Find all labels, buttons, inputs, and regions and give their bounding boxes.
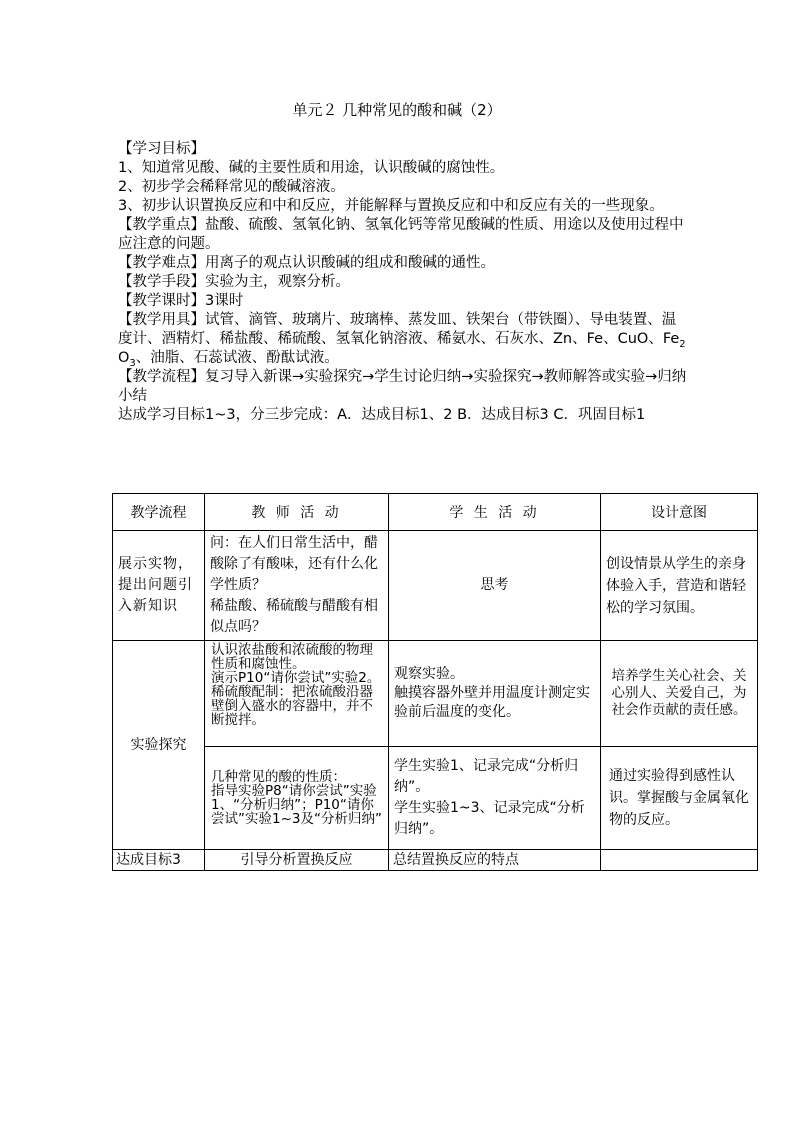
tools-sub-1: 2 bbox=[679, 338, 686, 350]
tools-mid: O bbox=[118, 350, 130, 366]
cell-intent bbox=[601, 641, 758, 747]
objective-item-1: 1、知道常见酸、碱的主要性质和用途，认识酸碱的腐蚀性。 bbox=[118, 160, 505, 176]
cell-student bbox=[389, 850, 601, 871]
key-points-label: 【教学重点】 bbox=[118, 217, 205, 233]
header-student: 学 生 活 动 bbox=[389, 494, 601, 531]
hours bbox=[118, 292, 688, 311]
header-teacher: 教 师 活 动 bbox=[205, 494, 389, 531]
table-header-row bbox=[113, 494, 758, 531]
intent-text: 培养学生关心社会、关心别人、关爱自己，为社会作贡献的责任感。 bbox=[611, 668, 747, 718]
objective-item-3: 3、初步认识置换反应和中和反应，并能解释与置换反应和中和反应有关的一些现象。 bbox=[118, 198, 664, 214]
hours-text: 3课时 bbox=[205, 293, 244, 309]
tools-sub-2: 3 bbox=[129, 357, 136, 369]
process-label: 【教学流程】 bbox=[118, 369, 205, 385]
key-points-text: 盐酸、硫酸、氢氧化钠、氢氧化钙等常见酸碱的性质、用途以及使用过程中应注意的问题。 bbox=[118, 217, 684, 252]
process-text: 实验探究 bbox=[130, 736, 187, 753]
student-text-b: 学生实验1~3、记录完成“分析归纳”。 bbox=[394, 800, 585, 837]
difficulty-label: 【教学难点】 bbox=[118, 255, 205, 271]
cell-intent bbox=[601, 850, 758, 871]
intent-text: 创设情景从学生的亲身体验入手，营造和谐轻松的学习氛围。 bbox=[606, 555, 746, 616]
cell-student bbox=[389, 747, 601, 850]
difficulty-text: 用离子的观点认识酸碱的组成和酸碱的通性。 bbox=[205, 255, 495, 271]
header-process: 教学流程 bbox=[113, 494, 205, 531]
table-row bbox=[113, 747, 758, 850]
process bbox=[118, 368, 688, 406]
process-text: 展示实物，提出问题引入新知识 bbox=[118, 556, 193, 614]
student-text: 观察实验。 触摸容器外壁并用温度计测定实验前后温度的变化。 bbox=[394, 666, 590, 720]
hours-label: 【教学课时】 bbox=[118, 293, 205, 309]
means-text: 实验为主，观察分析。 bbox=[205, 274, 350, 290]
lesson-intro bbox=[118, 140, 688, 425]
tools bbox=[118, 311, 688, 368]
process-text: 复习导入新课→实验探究→学生讨论归纳→实验探究→教师解答或实验→归纳小结 bbox=[118, 369, 687, 404]
cell-process bbox=[113, 531, 205, 641]
page-title: 单元２ 几种常见的酸和碱（2） bbox=[292, 101, 502, 119]
means bbox=[118, 273, 688, 292]
cell-teacher bbox=[205, 531, 389, 641]
tools-text: 试管、滴管、玻璃片、玻璃棒、蒸发皿、铁架台（带铁圈）、导电装置、温度计、酒精灯、稀盐酸、稀硫酸、氢氧化钠溶液、稀氨水、石灰水、Zn、Fe、CuO、Fe bbox=[118, 312, 680, 347]
teacher-text: 引导分析置换反应 bbox=[240, 851, 353, 868]
cell-teacher bbox=[205, 747, 389, 850]
teacher-text: 问：在人们日常生活中，醋酸除了有酸味，还有什么化学性质？ 稀盐酸、稀硫酸与醋酸有相似点吗？ bbox=[210, 535, 378, 635]
cell-student bbox=[389, 531, 601, 641]
student-text: 思考 bbox=[480, 577, 509, 593]
teacher-text: 认识浓盐酸和浓硫酸的物理性质和腐蚀性。 演示P10“请你尝试”实验2。 稀硫酸配制：把浓硫酸沿器壁倒入盛水的容器中，并不断搅拌。 bbox=[211, 642, 381, 728]
cell-process bbox=[113, 641, 205, 850]
cell-student bbox=[389, 641, 601, 747]
tools-label: 【教学用具】 bbox=[118, 312, 205, 328]
cell-teacher bbox=[205, 850, 389, 871]
table-row bbox=[113, 531, 758, 641]
cell-intent bbox=[601, 531, 758, 641]
key-points bbox=[118, 216, 688, 254]
objectives-heading: 【学习目标】 bbox=[118, 141, 205, 157]
goals: 达成学习目标1~3，分三步完成：A．达成目标1、2 B．达成目标3 C．巩固目标1 bbox=[118, 407, 646, 423]
means-label: 【教学手段】 bbox=[118, 274, 205, 290]
table-row bbox=[113, 850, 758, 871]
cell-intent bbox=[601, 747, 758, 850]
intent-text: 通过实验得到感性认识。掌握酸与金属氧化物的反应。 bbox=[609, 768, 749, 828]
header-intent: 设计意图 bbox=[601, 494, 758, 531]
teacher-text: 几种常见的酸的性质： 指导实验P8“请你尝试”实验1、“分析归纳”；P10“请你尝试”实验1~3及“分析归纳” bbox=[211, 769, 382, 827]
difficulty bbox=[118, 254, 688, 273]
student-text-a: 学生实验1、记录完成“分析归纳”。 bbox=[394, 758, 579, 795]
student-text-group bbox=[389, 754, 600, 842]
student-text: 总结置换反应的特点 bbox=[393, 851, 519, 868]
cell-teacher bbox=[205, 641, 389, 747]
tools-text-end: 、油脂、石蕊试液、酚酞试液。 bbox=[135, 350, 339, 366]
cell-process bbox=[113, 850, 205, 871]
table-row bbox=[113, 641, 758, 747]
lesson-flow-table bbox=[112, 493, 758, 871]
objective-item-2: 2、初步学会稀释常见的酸碱溶液。 bbox=[118, 179, 345, 195]
process-text: 达成目标3 bbox=[116, 851, 181, 868]
